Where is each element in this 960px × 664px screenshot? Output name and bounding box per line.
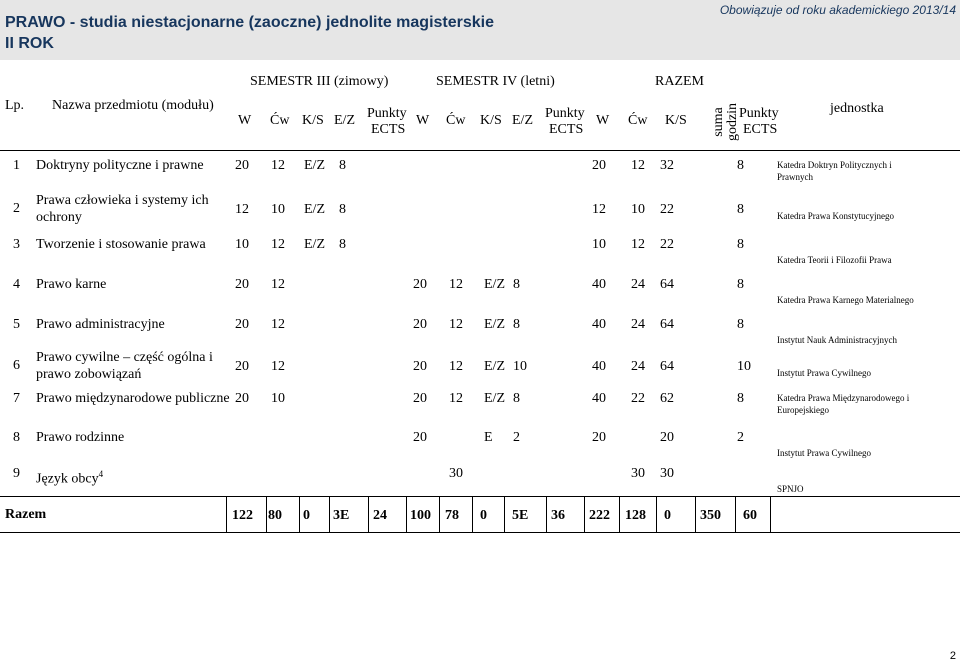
row-s3-value: 8 [339, 158, 346, 173]
sub-header-ks: K/S [480, 113, 502, 128]
document-subtitle: II ROK [5, 35, 54, 52]
total-value: 128 [625, 508, 646, 523]
row-s4-value: 10 [513, 359, 527, 374]
table-rule [546, 496, 547, 532]
row-s3-value: 12 [271, 158, 285, 173]
punkty-header: Punkty [367, 106, 407, 121]
row-s4-value: 20 [413, 359, 427, 374]
row-total-value: 24 [631, 317, 645, 332]
row-name: Prawo karne [36, 277, 107, 292]
row-name: Prawa człowieka i systemy ich [36, 193, 209, 208]
total-label: Razem [5, 507, 47, 522]
sub-header-ez: E/Z [512, 113, 533, 128]
row-name: Prawo międzynarodowe publiczne [36, 391, 230, 406]
table-rule [504, 496, 505, 532]
table-rule [472, 496, 473, 532]
row-unit: Katedra Teorii i Filozofii Prawa [777, 255, 892, 265]
total-value: 5E [512, 508, 529, 523]
row-lp: 2 [13, 201, 20, 216]
total-value: 60 [743, 508, 757, 523]
row-name-cont: ochrony [36, 210, 82, 225]
row-s3-value: E/Z [304, 237, 325, 252]
row-unit: Instytut Prawa Cywilnego [777, 368, 871, 378]
row-name: Prawo rodzinne [36, 430, 125, 445]
row-s4-value: 8 [513, 391, 520, 406]
row-s4-value: 12 [449, 359, 463, 374]
row-s4-value: 8 [513, 317, 520, 332]
total-value: 0 [480, 508, 487, 523]
row-s3-value: 12 [271, 277, 285, 292]
row-s4-value: 12 [449, 317, 463, 332]
row-total-value: 40 [592, 277, 606, 292]
row-lp: 5 [13, 317, 20, 332]
row-name: Język obcy$^4$ [36, 469, 104, 487]
row-total-value: 8 [737, 277, 744, 292]
sub-header-cw: Ćw [628, 113, 648, 128]
sub-header-ks: K/S [302, 113, 324, 128]
total-value: 78 [445, 508, 459, 523]
suma-header: suma [710, 107, 726, 137]
row-total-value: 20 [660, 430, 674, 445]
row-lp: 9 [13, 466, 20, 481]
row-total-value: 40 [592, 359, 606, 374]
punkty-header: Punkty [545, 106, 585, 121]
sub-header-cw: Ćw [270, 113, 290, 128]
row-s3-value: 12 [271, 359, 285, 374]
sub-header-w: W [238, 113, 252, 128]
punkty-header: Punkty [739, 106, 779, 121]
row-s3-value: 20 [235, 359, 249, 374]
total-value: 222 [589, 508, 610, 523]
row-s3-value: 10 [271, 391, 285, 406]
table-rule [226, 496, 227, 532]
table-rule [584, 496, 585, 532]
ects-header: ECTS [371, 122, 406, 137]
row-s3-value: 8 [339, 202, 346, 217]
row-total-value: 32 [660, 158, 674, 173]
row-total-value: 64 [660, 317, 674, 332]
row-lp: 3 [13, 237, 20, 252]
row-s3-value: 10 [235, 237, 249, 252]
row-total-value: 8 [737, 158, 744, 173]
col-name-header: Nazwa przedmiotu (modułu) [52, 98, 214, 113]
row-s3-value: 10 [271, 202, 285, 217]
total-value: 36 [551, 508, 565, 523]
row-unit: Katedra Doktryn Politycznych i [777, 160, 892, 170]
row-s3-value: E/Z [304, 202, 325, 217]
razem-header: RAZEM [655, 74, 704, 89]
row-lp: 6 [13, 358, 20, 373]
row-total-value: 20 [592, 158, 606, 173]
table-rule [406, 496, 407, 532]
row-total-value: 20 [592, 430, 606, 445]
row-unit: Katedra Prawa Karnego Materialnego [777, 295, 914, 305]
row-total-value: 22 [660, 237, 674, 252]
row-s4-value: 20 [413, 430, 427, 445]
row-s3-value: 20 [235, 317, 249, 332]
row-s3-value: 20 [235, 277, 249, 292]
table-rule [0, 150, 960, 151]
godzin-header: godzin [725, 102, 741, 142]
row-total-value: 24 [631, 277, 645, 292]
row-total-value: 8 [737, 202, 744, 217]
sub-header-cw: Ćw [446, 113, 466, 128]
row-s4-value: 12 [449, 277, 463, 292]
row-total-value: 12 [631, 237, 645, 252]
document-title: PRAWO - studia niestacjonarne (zaoczne) jednolite magisterskie [5, 14, 495, 31]
row-total-value: 2 [737, 430, 744, 445]
row-s4-value: 20 [413, 391, 427, 406]
row-unit: Katedra Prawa Międzynarodowego i [777, 393, 910, 403]
row-total-value: 10 [592, 237, 606, 252]
row-total-value: 8 [737, 237, 744, 252]
row-total-value: 64 [660, 277, 674, 292]
row-total-value: 30 [660, 466, 674, 481]
row-s3-value: 12 [271, 317, 285, 332]
row-total-value: 40 [592, 391, 606, 406]
validity-note: Obowiązuje od roku akademickiego 2013/14 [719, 3, 956, 17]
row-lp: 4 [13, 277, 20, 292]
row-total-value: 10 [737, 359, 751, 374]
row-s3-value: E/Z [304, 158, 325, 173]
row-total-value: 22 [660, 202, 674, 217]
sub-header-w: W [416, 113, 430, 128]
row-lp: 7 [13, 391, 20, 406]
row-total-value: 64 [660, 359, 674, 374]
row-total-value: 62 [660, 391, 674, 406]
ects-header: ECTS [549, 122, 584, 137]
row-s4-value: 30 [449, 466, 463, 481]
total-value: 24 [373, 508, 387, 523]
semester-4-header: SEMESTR IV (letni) [436, 74, 555, 89]
table-rule [619, 496, 620, 532]
total-value: 350 [700, 508, 721, 523]
row-name: Prawo cywilne – część ogólna i [36, 350, 213, 365]
table-rule [368, 496, 369, 532]
row-unit: Instytut Nauk Administracyjnych [777, 335, 897, 345]
table-rule [439, 496, 440, 532]
row-s4-value: 8 [513, 277, 520, 292]
table-rule [695, 496, 696, 532]
total-value: 122 [232, 508, 253, 523]
row-total-value: 12 [592, 202, 606, 217]
total-value: 0 [303, 508, 310, 523]
row-s3-value: 20 [235, 391, 249, 406]
row-s3-value: 12 [271, 237, 285, 252]
semester-3-header: SEMESTR III (zimowy) [250, 74, 389, 89]
sub-header-ez: E/Z [334, 113, 355, 128]
row-total-value: 12 [631, 158, 645, 173]
footnote-mark: 4 [98, 469, 104, 479]
jednostka-header: jednostka [830, 101, 884, 116]
row-total-value: 8 [737, 317, 744, 332]
row-total-value: 30 [631, 466, 645, 481]
row-name: Doktryny polityczne i prawne [36, 158, 204, 173]
sub-header-ks: K/S [665, 113, 687, 128]
total-value: 0 [664, 508, 671, 523]
row-s4-value: E/Z [484, 391, 505, 406]
table-rule [770, 496, 771, 532]
row-s3-value: 20 [235, 158, 249, 173]
row-name: Prawo administracyjne [36, 317, 165, 332]
table-rule [735, 496, 736, 532]
table-rule [656, 496, 657, 532]
col-lp-header: Lp. [5, 98, 25, 113]
row-unit: Instytut Prawa Cywilnego [777, 448, 871, 458]
row-unit: SPNJO [777, 484, 804, 494]
row-name-cont: prawo zobowiązań [36, 367, 142, 382]
row-s3-value: 8 [339, 237, 346, 252]
row-s4-value: E/Z [484, 277, 505, 292]
sub-header-w: W [596, 113, 610, 128]
total-value: 100 [410, 508, 431, 523]
total-value: 80 [268, 508, 282, 523]
table-rule [266, 496, 267, 532]
row-s4-value: E/Z [484, 317, 505, 332]
row-s4-value: 20 [413, 317, 427, 332]
row-unit-cont: Europejskiego [777, 405, 829, 415]
table-rule [0, 496, 960, 497]
table-rule [0, 532, 960, 533]
row-s4-value: 20 [413, 277, 427, 292]
table-rule [329, 496, 330, 532]
row-total-value: 8 [737, 391, 744, 406]
row-lp: 8 [13, 430, 20, 445]
total-value: 3E [333, 508, 350, 523]
row-lp: 1 [13, 158, 20, 173]
row-unit-cont: Prawnych [777, 172, 813, 182]
row-s4-value: 12 [449, 391, 463, 406]
row-total-value: 40 [592, 317, 606, 332]
row-name: Tworzenie i stosowanie prawa [36, 237, 206, 252]
row-s4-value: E/Z [484, 359, 505, 374]
row-s3-value: 12 [235, 202, 249, 217]
row-s4-value: E [484, 430, 493, 445]
row-total-value: 24 [631, 359, 645, 374]
ects-header: ECTS [743, 122, 778, 137]
table-rule [299, 496, 300, 532]
page-number: 2 [949, 650, 956, 662]
row-total-value: 10 [631, 202, 645, 217]
page-header [0, 0, 960, 60]
row-s4-value: 2 [513, 430, 520, 445]
row-total-value: 22 [631, 391, 645, 406]
row-unit: Katedra Prawa Konstytucyjnego [777, 211, 894, 221]
